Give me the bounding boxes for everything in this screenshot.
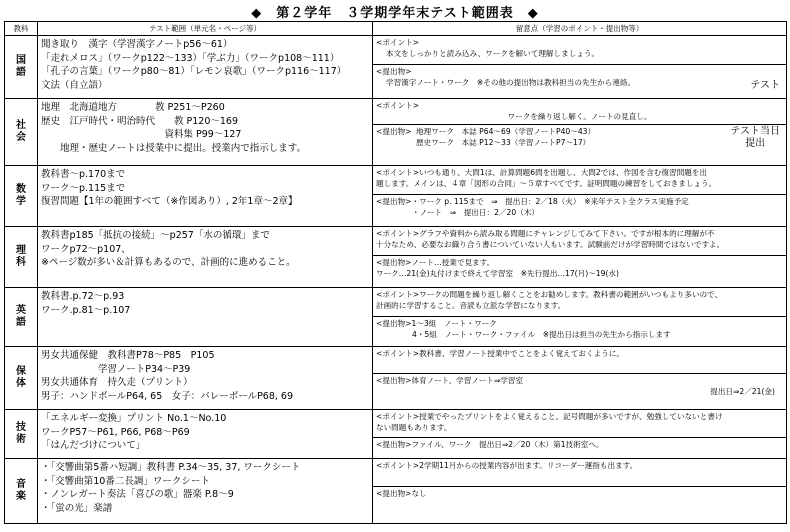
point-block: <ポイント> 本文をしっかりと読み込み、ワークを解いて理解しましょう。 [373, 36, 786, 65]
range-cell: 「エネルギー変換」プリント No.1～No.10 ワークP57～P61, P66, P68～P69 「はんだづけについて」 [38, 410, 373, 459]
row-music [5, 459, 787, 524]
point-block: <ポイント>ワークの問題を繰り返し解くことをお勧めします。教科書の範囲がいつもより多いので、 計画的に学習すること。音読も立派な学習になります。 [373, 288, 786, 317]
submit-block: <提出物> 地理ワーク 本誌 P64～69（学習ノートP40～43） 歴史ワーク 本誌 P12～33（学習ノートP7～17） テスト当日 提出 [376, 126, 780, 149]
row-technology [5, 410, 787, 459]
row-japanese [5, 36, 787, 99]
row-english [5, 288, 787, 347]
side-note: テスト [750, 80, 780, 91]
point-block: <ポイント>グラフや資料から読み取る問題にチャレンジしてみて下さい。ですが根本的に理解が不 十分なため、必要なお織り合う書についていない人もいます。試験前だけが学習時間ではないですよ。 [373, 227, 786, 256]
point-block: <ポイント>いつも通り、大問1は、計算問題6問を出題し、大問2では、作図を含む復習問題を出 題します。メインは、４章「図形の合同」～５章すべてです。証明問題の練習をしておきましょう。 [373, 166, 786, 195]
range-cell: ・「交響曲第5番ハ短調」教科書 P.34～35, 37, ワークシート ・「交響曲第10番二長調」ワークシート ・ノンレガート奏法「喜びの歌」器楽 P.8～9 ・「蛍の光」楽譜 [38, 459, 373, 524]
point-block: <ポイント>教科書、学習ノート授業中でことをよく覚えておくように。 [373, 347, 786, 374]
row-science [5, 227, 787, 288]
subject-cell: 英語 [5, 288, 38, 347]
point-block: <ポイント> ワークを繰り返し解く。ノートの見直し。 [373, 99, 786, 125]
point-block: <ポイント>授業でやったプリントをよく覚えること。記号問題が多いですが、勉強していないと書け ない問題もあります。 [373, 410, 786, 438]
notes-cell [373, 166, 787, 227]
header-notes: 留意点（学習のポイント・提出物等） [373, 22, 787, 36]
notes-cell [373, 347, 787, 410]
subject-cell: 音楽 [5, 459, 38, 524]
submit-block: <提出物>なし [376, 489, 427, 498]
submit-block: <提出物>1～3組 ノート・ワーク 4・5組 ノート・ワーク・ファイル ※提出日は担当の先生から指示します [376, 319, 671, 339]
submit-block: <提出物>ノート…授業で見ます。 ワーク…21(金)丸付けまで終えて学習室 ※先行提出…17(月)～19(水) [376, 258, 619, 278]
subject-cell: 国語 [5, 36, 38, 99]
submit-block: <提出物>体育ノート、学習ノート⇒学習室 提出日⇒2／21(金) [376, 376, 775, 396]
submit-block: <提出物> 学習漢字ノート・ワーク ※その他の提出物は教科担当の先生から連絡。 テスト [376, 67, 780, 91]
test-range-table [4, 21, 787, 524]
range-cell: 聞き取り 漢字（学習漢字ノートp56～61） 「走れメロス」（ワークp122～133）「学ぶ力」（ワークp108～111） 「孔子の言葉」（ワークp80～81）「レモン哀歌」（ワークp116～117） 文法（自立語） [38, 36, 373, 99]
header-subject: 教科 [5, 22, 38, 36]
range-cell: 教科書.p.72～p.93 ワーク.p.81～p.107 [38, 288, 373, 347]
notes-cell [373, 99, 787, 166]
subject-cell: 理科 [5, 227, 38, 288]
notes-cell [373, 288, 787, 347]
range-cell: 教科書p185「抵抗の接続」～p257「水の循環」まで ワークp72～p107、 ※ページ数が多い＆計算もあるので、計画的に進めること。 [38, 227, 373, 288]
row-social [5, 99, 787, 166]
side-note: テスト当日 提出 [730, 126, 780, 149]
range-cell: 地理 北海道地方 教 P251～P260 歴史 江戸時代・明治時代 教 P120～169 資料集 P99～127 地理・歴史ノートは授業中に提出。授業内で指示します。 [38, 99, 373, 166]
notes-cell [373, 459, 787, 524]
header-range: テスト範囲（単元名・ページ等） [38, 22, 373, 36]
notes-cell [373, 36, 787, 99]
notes-cell [373, 410, 787, 459]
subject-cell: 数学 [5, 166, 38, 227]
range-cell: 男女共通保健 教科書P78～P85 P105 学習ノートP34～P39 男女共通体育 持久走（プリント） 男子：ハンドボールP64, 65 女子：バレーボールP68, 69 [38, 347, 373, 410]
submit-block: <提出物>ファイル、ワーク 提出日⇒2／20（木）第1技術室へ。 [376, 440, 604, 449]
row-math [5, 166, 787, 227]
range-cell: 教科書～p.170まで ワーク～p.115まで 復習問題【1年の範囲すべて（※作図あり）, 2年1章～2章】 [38, 166, 373, 227]
point-block: <ポイント>2学期11月からの授業内容が出ます。リコーダー運指も出ます。 [373, 459, 786, 487]
subject-cell: 社会 [5, 99, 38, 166]
submit-block: <提出物>・ワーク p. 115まで ⇒ 提出日：2／18（火） ※来年テスト全クラス実施予定 ・ノート ⇒ 提出日：2／20（木） [376, 197, 689, 217]
notes-cell [373, 227, 787, 288]
subject-cell: 技術 [5, 410, 38, 459]
subject-cell: 保体 [5, 347, 38, 410]
page-title: ◆ 第２学年 ３学期学年末テスト範囲表 ◆ [251, 6, 539, 21]
row-pe [5, 347, 787, 410]
header-row [5, 22, 787, 36]
